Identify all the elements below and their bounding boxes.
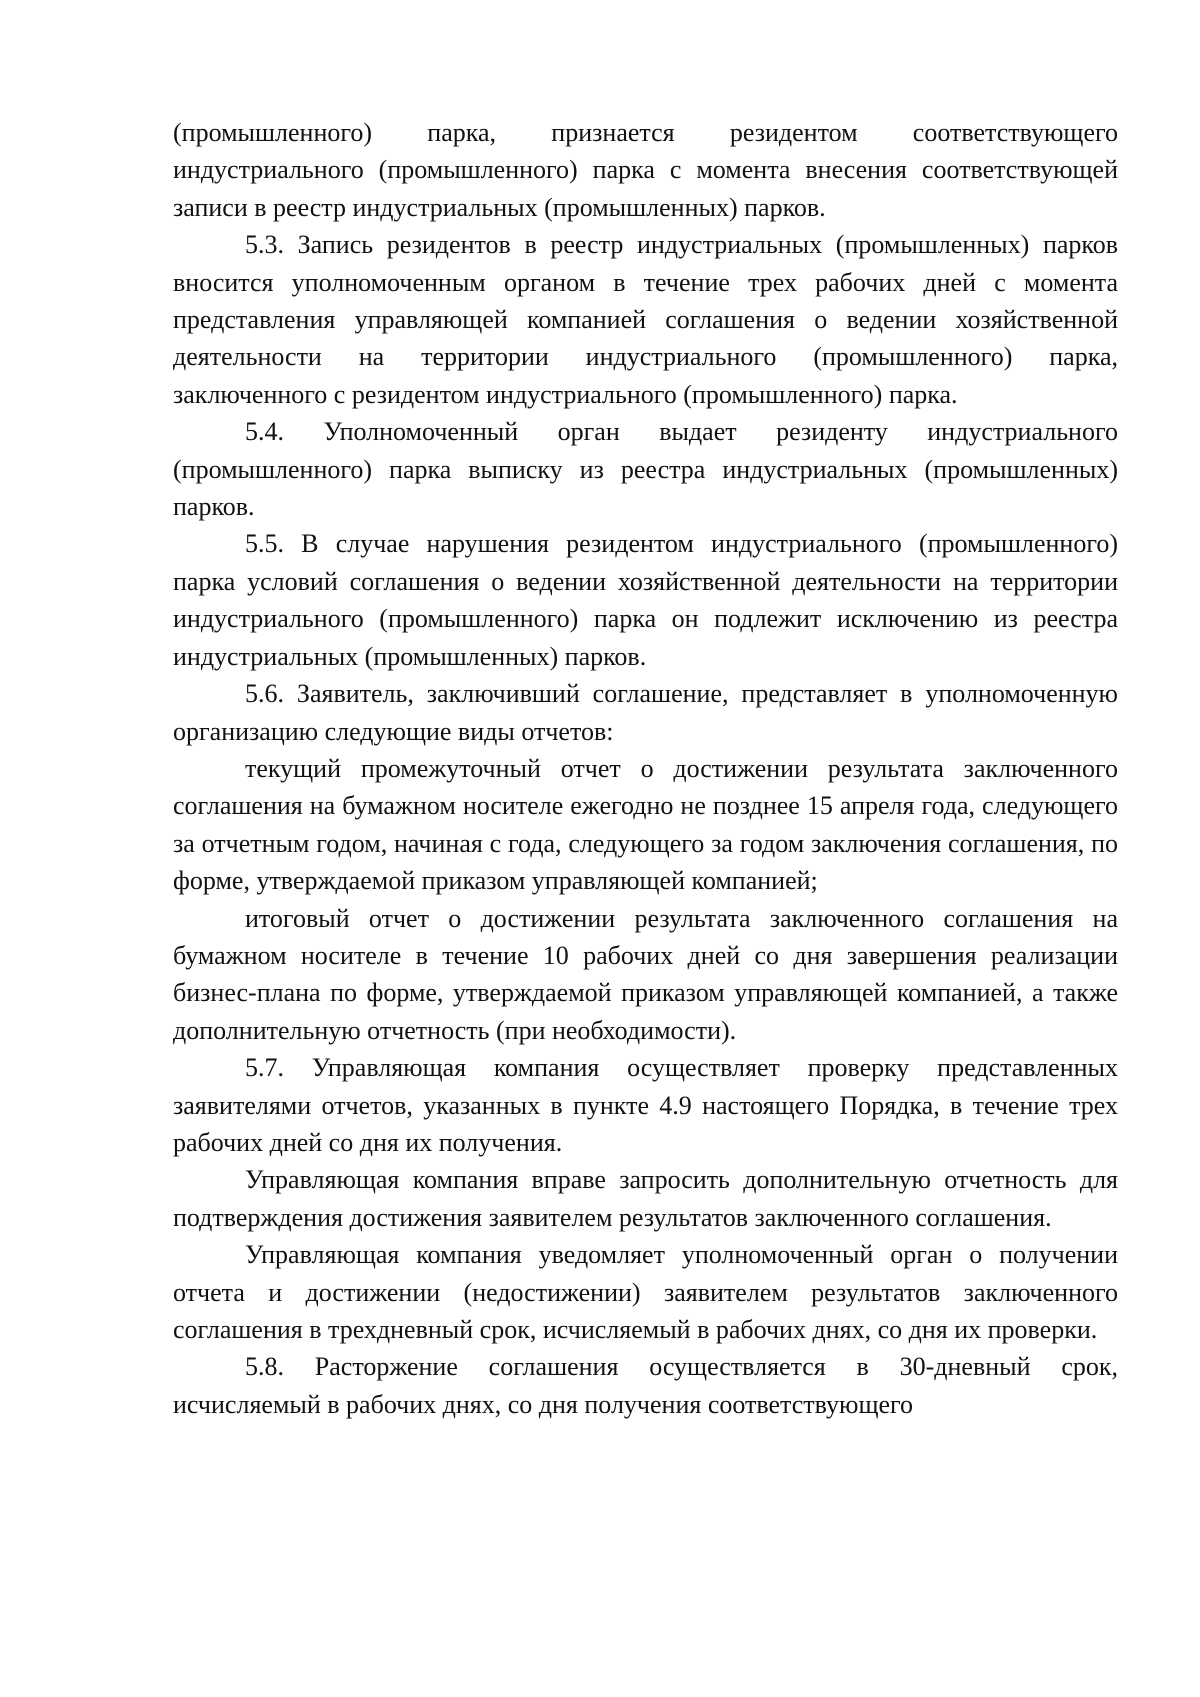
- paragraph-5-3: 5.3. Запись резидентов в реестр индустриальных (промышленных) парков вносится уполномоченным органом в течение трех рабочих дней с момента представления управляющей компанией соглашения о ведении хозяйственной деятельности на территории индустриального (промышленного) парка, заключенного с резидентом индустриального (промышленного) парка.: [173, 230, 1118, 409]
- paragraph-5-5: 5.5. В случае нарушения резидентом индустриального (промышленного) парка условий соглашения о ведении хозяйственной деятельности на территории индустриального (промышленного) парка он подлежит исключению из реестра индустриальных (промышленных) парков.: [173, 529, 1118, 671]
- paragraph-5-4: 5.4. Уполномоченный орган выдает резиденту индустриального (промышленного) парка выписку из реестра индустриальных (промышленных) парков.: [173, 417, 1118, 522]
- paragraph-additional-reporting: Управляющая компания вправе запросить дополнительную отчетность для подтверждения достижения заявителем результатов заключенного соглашения.: [173, 1165, 1118, 1232]
- paragraph-5-6: 5.6. Заявитель, заключивший соглашение, представляет в уполномоченную организацию следующие виды отчетов:: [173, 679, 1118, 746]
- paragraph-interim-report: текущий промежуточный отчет о достижении результата заключенного соглашения на бумажном носителе ежегодно не позднее 15 апреля года, следующего за отчетным годом, начиная с года, следующего за годом заключения соглашения, по форме, утверждаемой приказом управляющей компанией;: [173, 753, 1118, 896]
- paragraph-5-7: 5.7. Управляющая компания осуществляет проверку представленных заявителями отчетов, указанных в пункте 4.9 настоящего Порядка, в течение трех рабочих дней со дня их получения.: [173, 1053, 1118, 1157]
- paragraph-continuation: (промышленного) парка, признается резидентом соответствующего индустриального (промышленного) парка с момента внесения соответствующей записи в реестр индустриальных (промышленных) парков.: [173, 118, 1118, 222]
- paragraph-final-report: итоговый отчет о достижении результата заключенного соглашения на бумажном носителе в течение 10 рабочих дней со дня завершения реализации бизнес-плана по форме, утверждаемой приказом управляющей компанией, а также дополнительную отчетность (при необходимости).: [173, 903, 1118, 1045]
- paragraph-notification: Управляющая компания уведомляет уполномоченный орган о получении отчета и достижении (недостижении) заявителем результатов заключенного соглашения в трехдневный срок, исчисляемый в рабочих днях, со дня их проверки.: [173, 1240, 1118, 1344]
- document-body: [173, 114, 1118, 1423]
- paragraph-5-8: 5.8. Расторжение соглашения осуществляется в 30-дневный срок, исчисляемый в рабочих днях, со дня получения соответствующего: [173, 1352, 1118, 1419]
